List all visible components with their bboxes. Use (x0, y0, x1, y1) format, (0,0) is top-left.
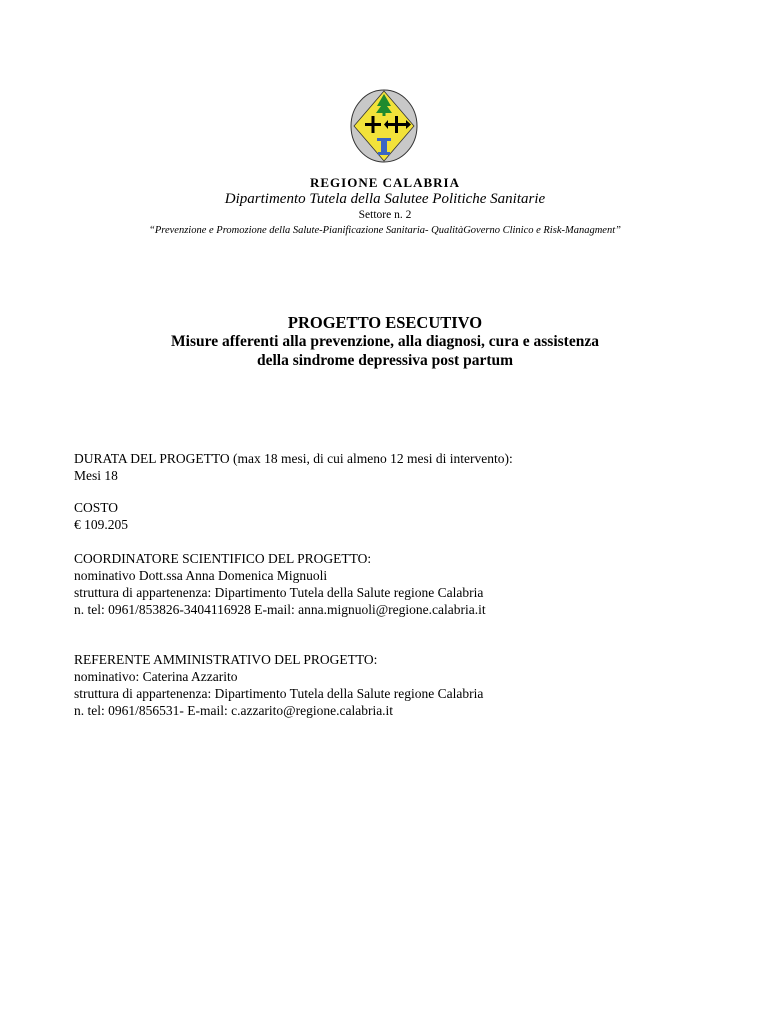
region-name: REGIONE CALABRIA (310, 175, 460, 190)
admin-structure: struttura di appartenenza: Dipartimento Tutela della Salute regione Calabria (74, 686, 484, 701)
coordinator-name: nominativo Dott.ssa Anna Domenica Mignuoli (74, 568, 328, 583)
coordinator-structure: struttura di appartenenza: Dipartimento Tutela della Salute regione Calabria (74, 585, 484, 600)
admin-contact: n. tel: 0961/856531- E-mail: c.azzarito@regione.calabria.it (74, 703, 394, 718)
coordinator-label: COORDINATORE SCIENTIFICO DEL PROGETTO: (74, 551, 372, 566)
document-subtitle-line-2: della sindrome depressiva post partum (256, 352, 514, 369)
cost-value: € 109.205 (74, 517, 128, 532)
admin-name: nominativo: Caterina Azzarito (74, 669, 238, 684)
duration-label: DURATA DEL PROGETTO (max 18 mesi, di cui almeno 12 mesi di intervento): (74, 451, 513, 466)
sector-motto: “Prevenzione e Promozione della Salute-Pianificazione Sanitaria- QualitàGoverno Clinico e Risk-Managment” (149, 225, 621, 236)
document-title: PROGETTO ESECUTIVO (287, 313, 483, 332)
department-name: Dipartimento Tutela della Salutee Politiche Sanitarie (224, 191, 546, 207)
cost-label: COSTO (74, 500, 119, 515)
admin-label: REFERENTE AMMINISTRATIVO DEL PROGETTO: (74, 652, 378, 667)
coordinator-contact: n. tel: 0961/853826-3404116928 E-mail: anna.mignuoli@regione.calabria.it (74, 602, 486, 617)
duration-value: Mesi 18 (74, 468, 118, 483)
regione-calabria-emblem-icon (349, 88, 419, 164)
sector-number: Settore n. 2 (358, 209, 412, 221)
document-subtitle-line-1: Misure afferenti alla prevenzione, alla diagnosi, cura e assistenza (171, 333, 599, 350)
